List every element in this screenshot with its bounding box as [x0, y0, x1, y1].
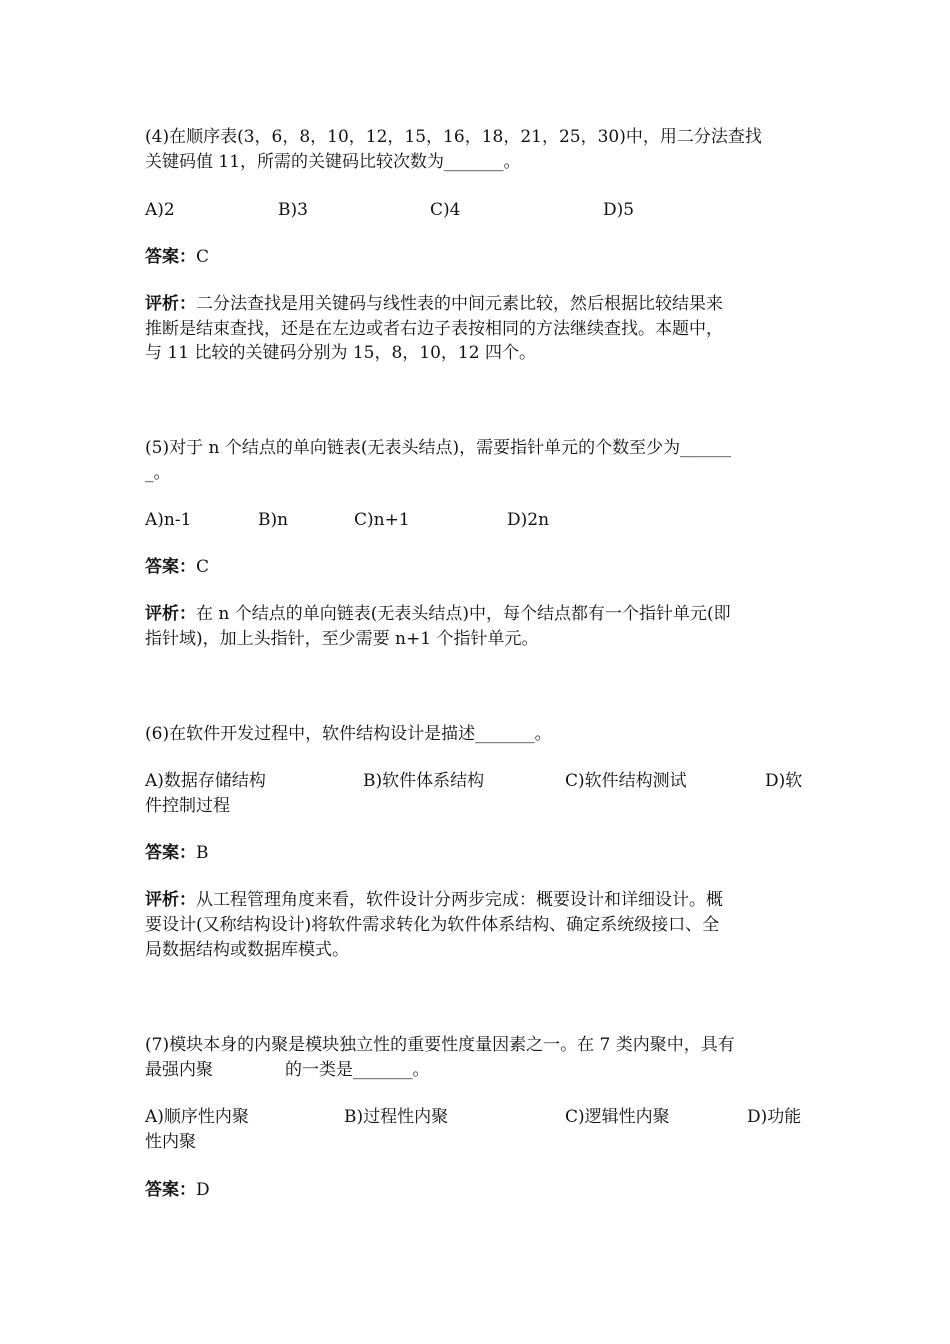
- q4-analysis-line2: 推断是结束查找，还是在左边或者右边子表按相同的方法继续查找。本题中，: [145, 319, 723, 339]
- answer-value: C: [196, 557, 210, 577]
- q6-analysis-line1: [145, 888, 723, 912]
- q5-analysis-line1: [145, 602, 731, 626]
- q7-stem-line2: [145, 1058, 430, 1082]
- q5-option-c: C)n+1: [354, 510, 410, 530]
- q4-option-a: A)2: [145, 200, 175, 220]
- answer-value: C: [196, 247, 210, 267]
- analysis-text: 二分法查找是用关键码与线性表的中间元素比较，然后根据比较结果来: [196, 294, 723, 314]
- q4-stem-line2: 关键码值 11，所需的关键码比较次数为_______。: [145, 152, 521, 172]
- q6-answer: [145, 841, 209, 865]
- q6-option-d-wrap: 件控制过程: [145, 796, 230, 816]
- q5-analysis-line2: 指针域)，加上头指针，至少需要 n+1 个指针单元。: [145, 629, 539, 649]
- q5-option-a: A)n-1: [145, 510, 192, 530]
- analysis-text: 从工程管理角度来看，软件设计分两步完成：概要设计和详细设计。概: [196, 890, 723, 910]
- q6-stem-line1: (6)在软件开发过程中，软件结构设计是描述_______。: [145, 724, 552, 744]
- q6-option-a: A)数据存储结构: [145, 771, 266, 791]
- q6-analysis-line2: 要设计(又称结构设计)将软件需求转化为软件体系结构、确定系统级接口、全: [145, 915, 720, 935]
- q7-option-b: B)过程性内聚: [344, 1107, 449, 1127]
- q7-option-c: C)逻辑性内聚: [565, 1107, 670, 1127]
- q7-stem-line1: (7)模块本身的内聚是模块独立性的重要性度量因素之一。在 7 类内聚中，具有: [145, 1035, 735, 1055]
- q6-option-d: D)软: [765, 771, 803, 791]
- q7-option-d-wrap: 性内聚: [145, 1132, 196, 1152]
- q6-analysis-line3: 局数据结构或数据库模式。: [145, 940, 349, 960]
- answer-label: 答案：: [145, 557, 196, 577]
- answer-label: 答案：: [145, 1180, 196, 1200]
- answer-value: D: [196, 1180, 210, 1200]
- q7-stem-part-a: 最强内聚: [145, 1060, 213, 1080]
- q5-stem-line2: _。: [145, 463, 171, 483]
- analysis-label: 评析：: [145, 890, 196, 910]
- answer-label: 答案：: [145, 247, 196, 267]
- q7-answer: [145, 1178, 210, 1202]
- q5-option-b: B)n: [258, 510, 289, 530]
- q4-option-b: B)3: [278, 200, 308, 220]
- q7-option-d: D)功能: [747, 1107, 802, 1127]
- q6-option-c: C)软件结构测试: [565, 771, 687, 791]
- analysis-label: 评析：: [145, 294, 196, 314]
- answer-value: B: [196, 843, 209, 863]
- q6-option-b: B)软件体系结构: [363, 771, 485, 791]
- q4-analysis-line1: [145, 292, 723, 316]
- q5-option-d: D)2n: [507, 510, 550, 530]
- q4-answer: [145, 245, 209, 269]
- q4-analysis-line3: 与 11 比较的关键码分别为 15，8，10，12 四个。: [145, 343, 536, 363]
- q4-option-c: C)4: [430, 200, 461, 220]
- q4-option-d: D)5: [603, 200, 635, 220]
- q7-option-a: A)顺序性内聚: [145, 1107, 249, 1127]
- q5-answer: [145, 555, 209, 579]
- q5-stem-line1: (5)对于 n 个结点的单向链表(无表头结点)，需要指针单元的个数至少为______: [145, 438, 732, 458]
- analysis-text: 在 n 个结点的单向链表(无表头结点)中，每个结点都有一个指针单元(即: [196, 604, 731, 624]
- q4-stem-line1: (4)在顺序表(3，6，8，10，12，15，16，18，21，25，30)中，用二分法查找: [145, 127, 762, 147]
- analysis-label: 评析：: [145, 604, 196, 624]
- answer-label: 答案：: [145, 843, 196, 863]
- q7-stem-part-b: 的一类是_______。: [285, 1060, 430, 1080]
